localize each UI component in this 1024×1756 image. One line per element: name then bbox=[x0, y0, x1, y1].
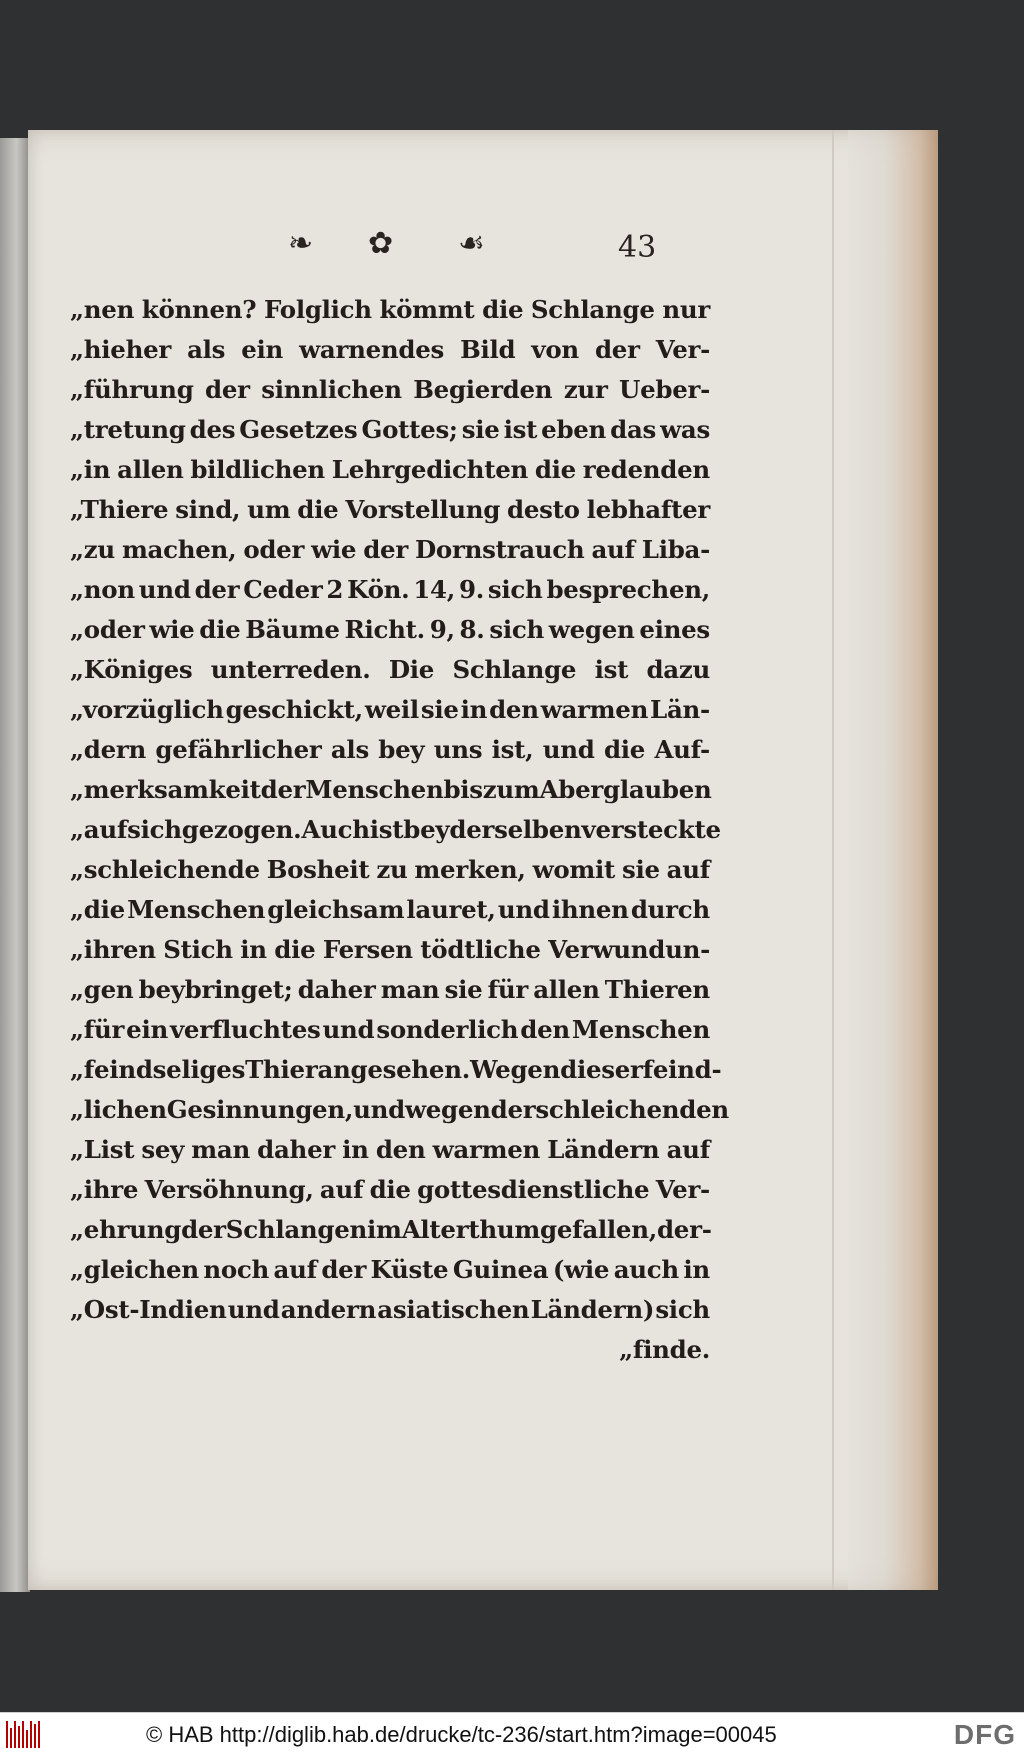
text-line-last bbox=[70, 1330, 710, 1370]
page-fold-line bbox=[832, 130, 834, 1590]
text-line: „non und der Ceder 2 Kön. 14, 9. sich besprechen, bbox=[70, 575, 710, 604]
copyright-link[interactable]: © HAB http://diglib.hab.de/drucke/tc-236/start.htm?image=00045 bbox=[146, 1722, 777, 1747]
text-line: „für ein verfluchtes und sonderlich den Menschen bbox=[70, 1015, 710, 1044]
text-line: „in allen bildlichen Lehrgedichten die redenden bbox=[70, 455, 710, 484]
book-page bbox=[28, 130, 938, 1590]
text-line: „Thiere sind, um die Vorstellung desto lebhafter bbox=[70, 495, 710, 524]
page-number: 43 bbox=[618, 230, 657, 265]
text-line: „List sey man daher in den warmen Ländern auf bbox=[70, 1135, 710, 1164]
footer-bar bbox=[0, 1712, 1024, 1756]
text-line: „oder wie die Bäume Richt. 9, 8. sich wegen eines bbox=[70, 615, 710, 644]
text-line: „Ost-Indien und andern asiatischen Ländern) sich bbox=[70, 1295, 710, 1324]
hab-logo-icon bbox=[6, 1721, 46, 1748]
text-line: „führung der sinnlichen Begierden zur Ueber- bbox=[70, 375, 710, 404]
text-line: „gleichen noch auf der Küste Guinea (wie auch in bbox=[70, 1255, 710, 1284]
previous-page-edge bbox=[0, 138, 30, 1592]
ornament-center-icon: ✿ bbox=[368, 226, 394, 261]
text-line: „auf sich gezogen. Auch ist bey derselben versteckte bbox=[70, 815, 721, 844]
text-line: „zu machen, oder wie der Dornstrauch auf Liba- bbox=[70, 535, 710, 564]
text-line: „feindseliges Thier angesehen. Wegen dieser feind- bbox=[70, 1055, 722, 1084]
text-line: „Königes unterreden. Die Schlange ist dazu bbox=[70, 655, 710, 684]
text-line: „gen beybringet; daher man sie für allen Thieren bbox=[70, 975, 710, 1004]
last-line-text: „finde. bbox=[619, 1335, 710, 1364]
dfg-logo: DFG bbox=[953, 1719, 1016, 1750]
text-line: „ihre Versöhnung, auf die gottesdienstliche Ver- bbox=[70, 1175, 710, 1204]
text-line: „tretung des Gesetzes Gottes; sie ist eben das was bbox=[70, 415, 710, 444]
text-line: „hieher als ein warnendes Bild von der Ver- bbox=[70, 335, 710, 364]
text-line: „lichen Gesinnungen, und wegen der schleichenden bbox=[70, 1095, 729, 1124]
ornament-left-icon: ❧ bbox=[288, 226, 314, 261]
text-line: „dern gefährlicher als bey uns ist, und die Auf- bbox=[70, 735, 710, 764]
ornament-right-icon: ☙ bbox=[458, 226, 485, 261]
text-line: „ihren Stich in die Fersen tödtliche Verwundun- bbox=[70, 935, 710, 964]
text-line: „ehrung der Schlangen im Alterthum gefallen, der- bbox=[70, 1215, 712, 1244]
page-edge-stain bbox=[848, 130, 938, 1590]
text-line: „vorzüglich geschickt, weil sie in den warmen Län- bbox=[70, 695, 710, 724]
text-line: „die Menschen gleichsam lauret, und ihnen durch bbox=[70, 895, 710, 924]
text-line: „merksamkeit der Menschen bis zum Aberglauben bbox=[70, 775, 712, 804]
text-line: „schleichende Bosheit zu merken, womit sie auf bbox=[70, 855, 710, 884]
body-text bbox=[70, 290, 729, 1370]
text-line: „nen können? Folglich kömmt die Schlange nur bbox=[70, 295, 710, 324]
